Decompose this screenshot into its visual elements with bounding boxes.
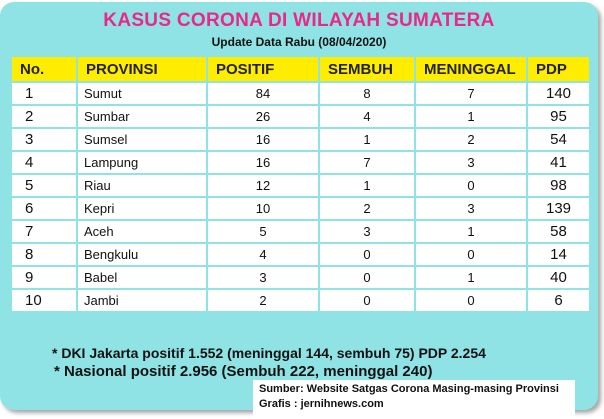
cell-meninggal: 3 [415,197,527,220]
header-provinsi: PROVINSI [77,56,207,82]
header-no: No. [11,56,77,82]
cell-positif: 16 [207,151,319,174]
cell-provinsi: Sumut [77,82,207,105]
cell-no: 8 [11,243,77,266]
cases-table [10,55,591,313]
cell-positif: 16 [207,128,319,151]
cell-positif: 26 [207,105,319,128]
cell-positif: 2 [207,289,319,312]
cell-positif: 5 [207,220,319,243]
cell-meninggal: 3 [415,151,527,174]
cell-sembuh: 8 [319,82,415,105]
cell-sembuh: 1 [319,128,415,151]
header-pdp: PDP [527,56,590,82]
cell-sembuh: 0 [319,243,415,266]
table-row [11,243,590,266]
cell-pdp: 6 [527,289,590,312]
cell-positif: 84 [207,82,319,105]
cell-sembuh: 2 [319,197,415,220]
credit-text: Grafis : jernihnews.com [259,398,384,410]
cell-meninggal: 7 [415,82,527,105]
cell-pdp: 40 [527,266,590,289]
notes [52,345,486,380]
cell-meninggal: 1 [415,266,527,289]
cell-pdp: 95 [527,105,590,128]
cell-provinsi: Babel [77,266,207,289]
cell-provinsi: Aceh [77,220,207,243]
cell-provinsi: Kepri [77,197,207,220]
header-meninggal: MENINGGAL [415,56,527,82]
cell-sembuh: 1 [319,174,415,197]
table-row [11,151,590,174]
cell-no: 3 [11,128,77,151]
table-row [11,266,590,289]
cell-no: 4 [11,151,77,174]
cell-provinsi: Riau [77,174,207,197]
header-positif: POSITIF [207,56,319,82]
page-title: KASUS CORONA DI WILAYAH SUMATERA [103,10,495,31]
table-row [11,220,590,243]
cell-pdp: 14 [527,243,590,266]
cell-no: 6 [11,197,77,220]
table-row [11,128,590,151]
update-date: Update Data Rabu (08/04/2020) [211,35,387,49]
cell-sembuh: 3 [319,220,415,243]
table-row [11,174,590,197]
cell-sembuh: 0 [319,266,415,289]
cell-meninggal: 0 [415,174,527,197]
cell-meninggal: 2 [415,128,527,151]
cell-provinsi: Sumbar [77,105,207,128]
cell-no: 10 [11,289,77,312]
cell-pdp: 54 [527,128,590,151]
cell-no: 2 [11,105,77,128]
cell-pdp: 98 [527,174,590,197]
cell-provinsi: Bengkulu [77,243,207,266]
table-row [11,82,590,105]
cell-meninggal: 0 [415,289,527,312]
cell-positif: 3 [207,266,319,289]
cell-no: 9 [11,266,77,289]
cell-positif: 4 [207,243,319,266]
cell-no: 5 [11,174,77,197]
cell-meninggal: 0 [415,243,527,266]
cell-sembuh: 4 [319,105,415,128]
table-row [11,197,590,220]
cell-provinsi: Jambi [77,289,207,312]
source-box [253,380,575,418]
cell-pdp: 41 [527,151,590,174]
cell-sembuh: 7 [319,151,415,174]
cell-positif: 10 [207,197,319,220]
cell-positif: 12 [207,174,319,197]
cell-pdp: 58 [527,220,590,243]
cell-meninggal: 1 [415,105,527,128]
cell-provinsi: Sumsel [77,128,207,151]
cell-pdp: 140 [527,82,590,105]
cell-provinsi: Lampung [77,151,207,174]
source-text: Sumber: Website Satgas Corona Masing-masing Provinsi [259,383,559,395]
cell-no: 7 [11,220,77,243]
cell-meninggal: 1 [415,220,527,243]
table-header-row [11,56,590,82]
cell-sembuh: 0 [319,289,415,312]
table-row [11,289,590,312]
table-row [11,105,590,128]
infographic-card [0,2,598,410]
header-sembuh: SEMBUH [319,56,415,82]
note-nasional: * Nasional positif 2.956 (Sembuh 222, meninggal 240) [54,363,433,380]
cell-pdp: 139 [527,197,590,220]
cell-no: 1 [11,82,77,105]
note-jakarta: * DKI Jakarta positif 1.552 (meninggal 144, sembuh 75) PDP 2.254 [52,345,486,361]
